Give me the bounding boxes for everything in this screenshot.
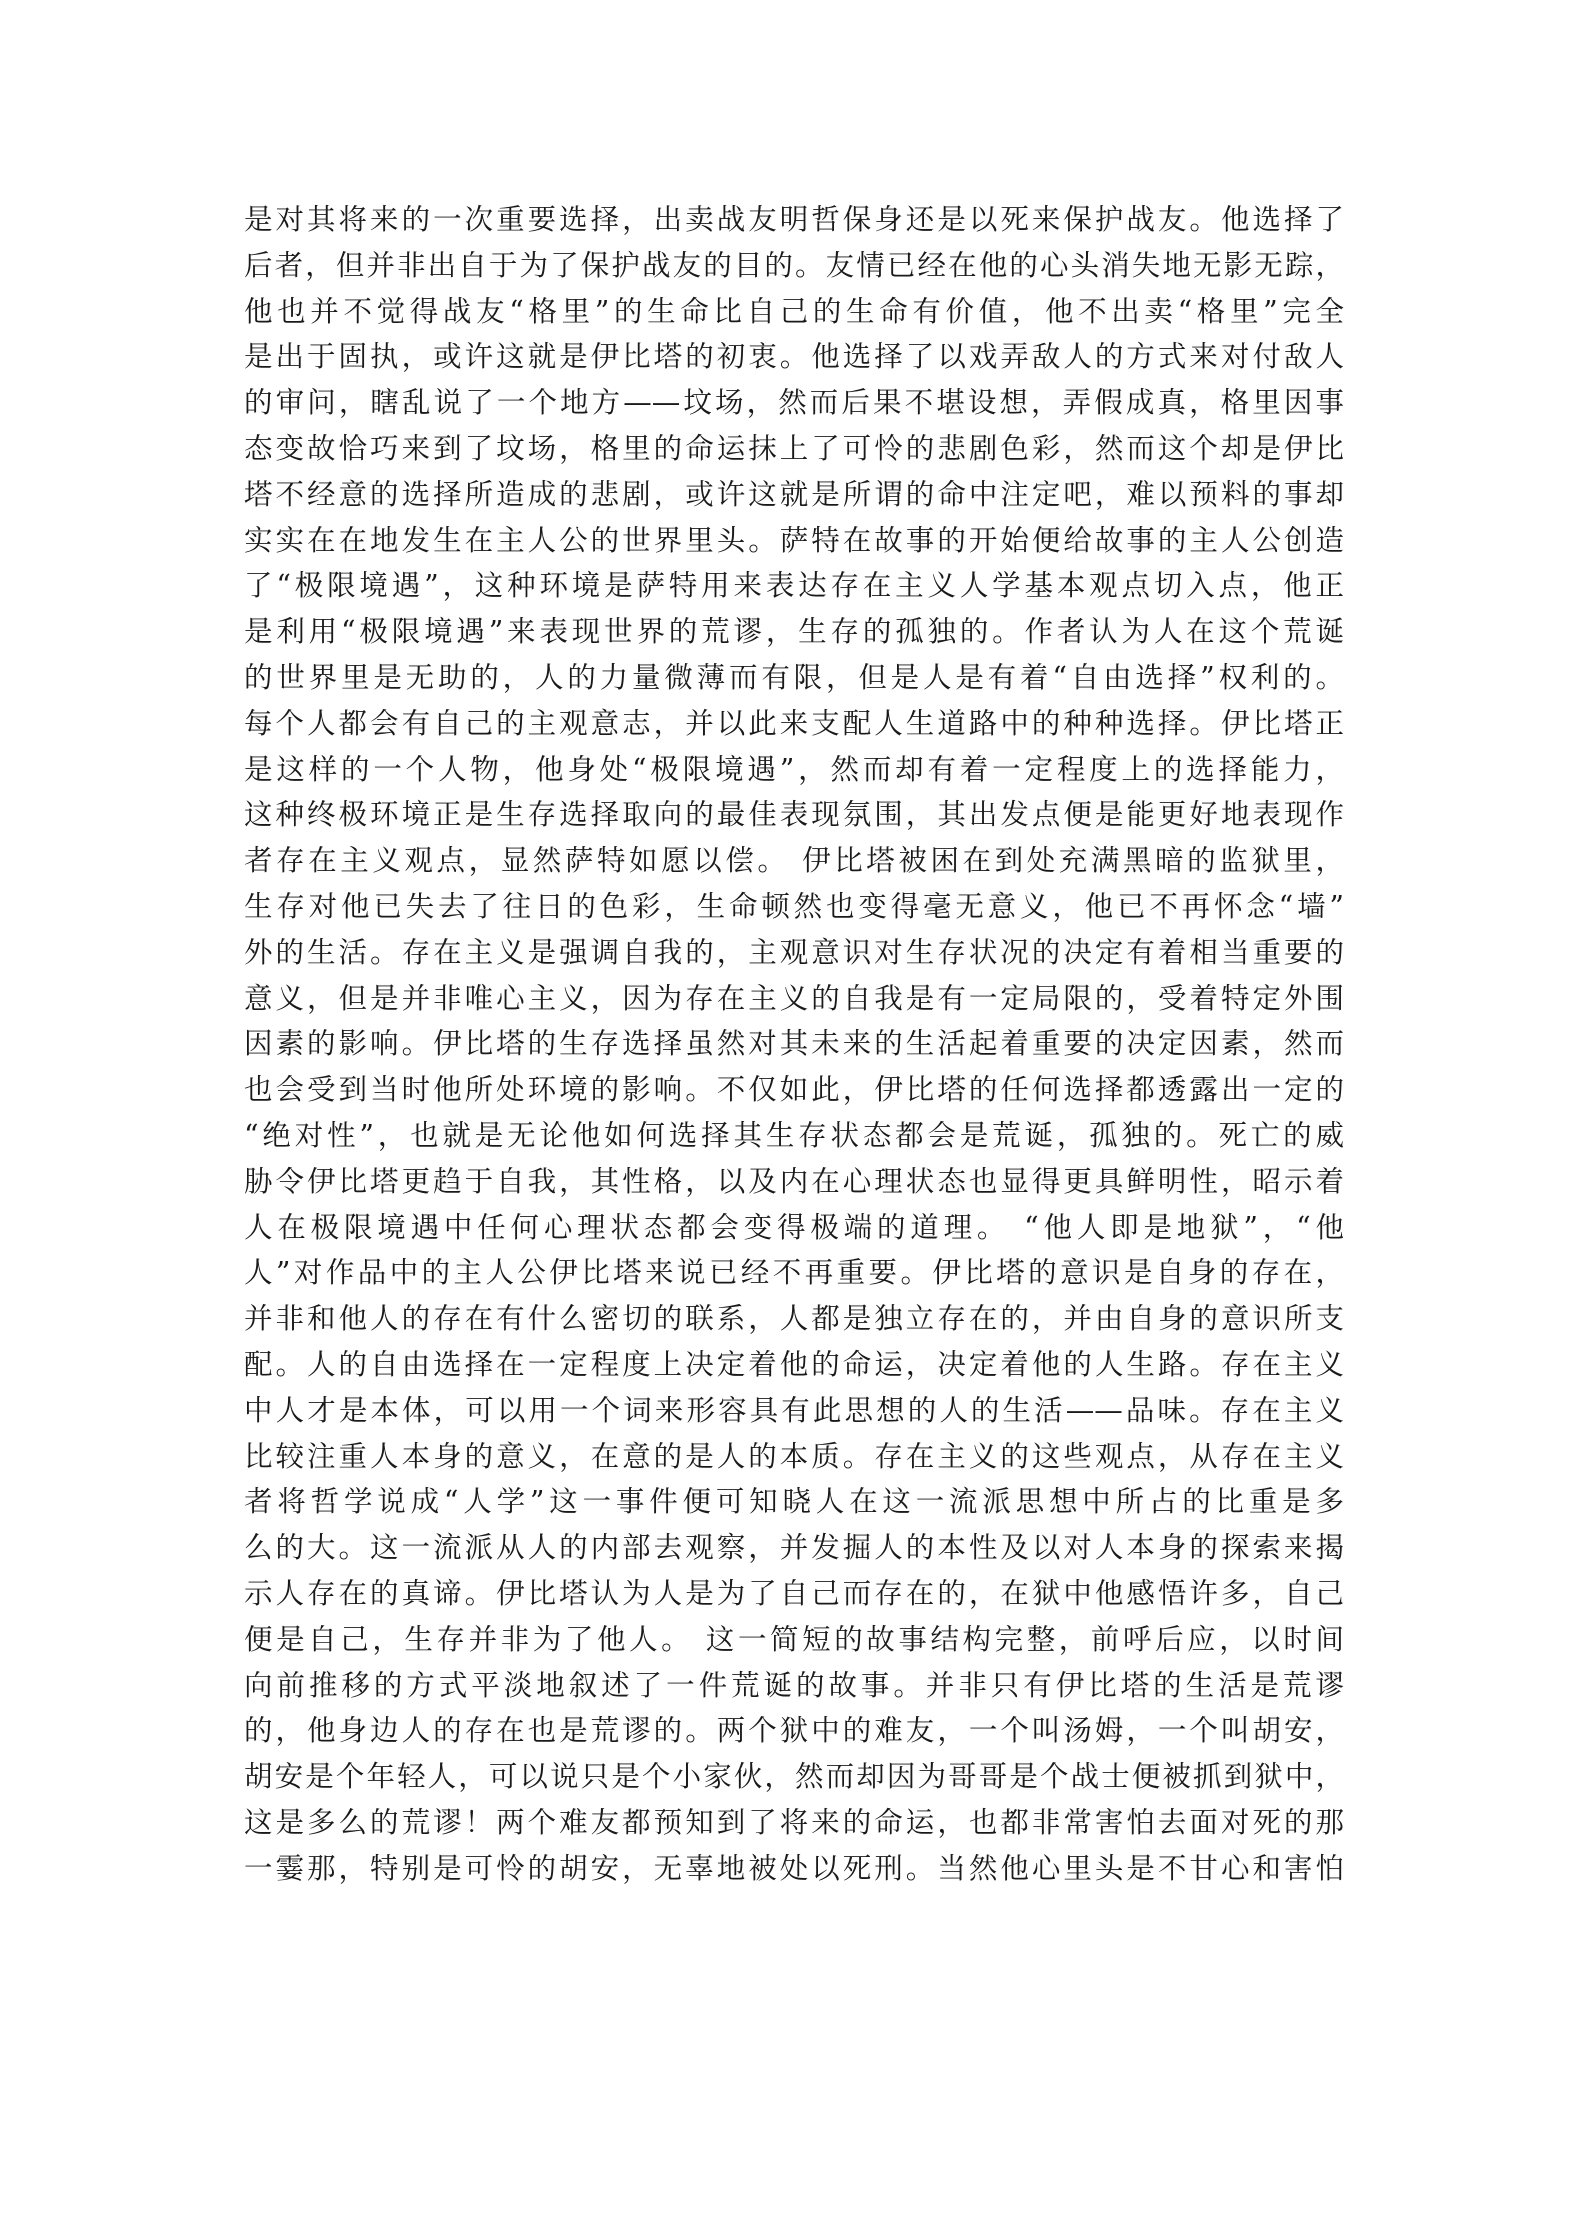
text-line: 态变故恰巧来到了坟场，格里的命运抹上了可怜的悲剧色彩，然而这个却是伊比 — [244, 431, 1344, 465]
text-line: 的，他身边人的存在也是荒谬的。两个狱中的难友，一个叫汤姆，一个叫胡安， — [244, 1714, 1344, 1748]
text-line: “绝对性”，也就是无论他如何选择其生存状态都会是荒诞，孤独的。死亡的威 — [244, 1118, 1344, 1152]
text-line: 是这样的一个人物，他身处“极限境遇”，然而却有着一定程度上的选择能力， — [244, 752, 1344, 786]
text-line: 人”对作品中的主人公伊比塔来说已经不再重要。伊比塔的意识是自身的存在， — [244, 1256, 1344, 1290]
body-paragraph — [244, 197, 1344, 1891]
text-line: 每个人都会有自己的主观意志，并以此来支配人生道路中的种种选择。伊比塔正 — [244, 706, 1344, 740]
text-line: 因素的影响。伊比塔的生存选择虽然对其未来的生活起着重要的决定因素，然而 — [244, 1027, 1344, 1061]
text-line: 这是多么的荒谬！两个难友都预知到了将来的命运，也都非常害怕去面对死的那 — [244, 1805, 1344, 1839]
text-line: 便是自己，生存并非为了他人。 这一简短的故事结构完整，前呼后应，以时间 — [244, 1622, 1344, 1656]
text-line: 胁令伊比塔更趋于自我，其性格，以及内在心理状态也显得更具鲜明性，昭示着 — [244, 1164, 1344, 1198]
text-line: 者存在主义观点，显然萨特如愿以偿。 伊比塔被困在到处充满黑暗的监狱里， — [244, 844, 1344, 878]
text-line: 人在极限境遇中任何心理状态都会变得极端的道理。 “他人即是地狱”，“他 — [244, 1210, 1344, 1244]
text-line: 的世界里是无助的，人的力量微薄而有限，但是人是有着“自由选择”权利的。 — [244, 660, 1344, 694]
text-line: 胡安是个年轻人，可以说只是个小家伙，然而却因为哥哥是个战士便被抓到狱中， — [244, 1760, 1344, 1794]
text-line: 比较注重人本身的意义，在意的是人的本质。存在主义的这些观点，从存在主义 — [244, 1439, 1344, 1473]
text-line: 示人存在的真谛。伊比塔认为人是为了自己而存在的，在狱中他感悟许多，自己 — [244, 1576, 1344, 1610]
text-line: 也会受到当时他所处环境的影响。不仅如此，伊比塔的任何选择都透露出一定的 — [244, 1073, 1344, 1107]
text-line: 是出于固执，或许这就是伊比塔的初衷。他选择了以戏弄敌人的方式来对付敌人 — [244, 340, 1344, 374]
text-line: 生存对他已失去了往日的色彩，生命顿然也变得毫无意义，他已不再怀念“墙” — [244, 889, 1344, 923]
text-line: 实实在在地发生在主人公的世界里头。萨特在故事的开始便给故事的主人公创造 — [244, 523, 1344, 557]
text-line: 配。人的自由选择在一定程度上决定着他的命运，决定着他的人生路。存在主义 — [244, 1347, 1344, 1381]
text-line: 一霎那，特别是可怜的胡安，无辜地被处以死刑。当然他心里头是不甘心和害怕 — [244, 1851, 1344, 1885]
text-line: 塔不经意的选择所造成的悲剧，或许这就是所谓的命中注定吧，难以预料的事却 — [244, 477, 1344, 511]
text-line: 中人才是本体，可以用一个词来形容具有此思想的人的生活——品味。存在主义 — [244, 1393, 1344, 1427]
text-line: 意义，但是并非唯心主义，因为存在主义的自我是有一定局限的，受着特定外围 — [244, 981, 1344, 1015]
text-line: 的审问，瞎乱说了一个地方——坟场，然而后果不堪设想，弄假成真，格里因事 — [244, 386, 1344, 420]
text-line: 了“极限境遇”，这种环境是萨特用来表达存在主义人学基本观点切入点，他正 — [244, 569, 1344, 603]
text-line: 外的生活。存在主义是强调自我的，主观意识对生存状况的决定有着相当重要的 — [244, 935, 1344, 969]
text-line: 是对其将来的一次重要选择，出卖战友明哲保身还是以死来保护战友。他选择了 — [244, 203, 1344, 236]
text-line: 后者，但并非出自于为了保护战友的目的。友情已经在他的心头消失地无影无踪， — [244, 248, 1344, 282]
text-line: 向前推移的方式平淡地叙述了一件荒诞的故事。并非只有伊比塔的生活是荒谬 — [244, 1668, 1344, 1702]
text-line: 是利用“极限境遇”来表现世界的荒谬，生存的孤独的。作者认为人在这个荒诞 — [244, 615, 1344, 649]
text-line: 者将哲学说成“人学”这一事件便可知晓人在这一流派思想中所占的比重是多 — [244, 1485, 1344, 1519]
text-line: 他也并不觉得战友“格里”的生命比自己的生命有价值，他不出卖“格里”完全 — [244, 294, 1344, 328]
text-line: 么的大。这一流派从人的内部去观察，并发掘人的本性及以对人本身的探索来揭 — [244, 1531, 1344, 1565]
text-line: 这种终极环境正是生存选择取向的最佳表现氛围，其出发点便是能更好地表现作 — [244, 798, 1344, 832]
text-line: 并非和他人的存在有什么密切的联系，人都是独立存在的，并由自身的意识所支 — [244, 1302, 1344, 1336]
